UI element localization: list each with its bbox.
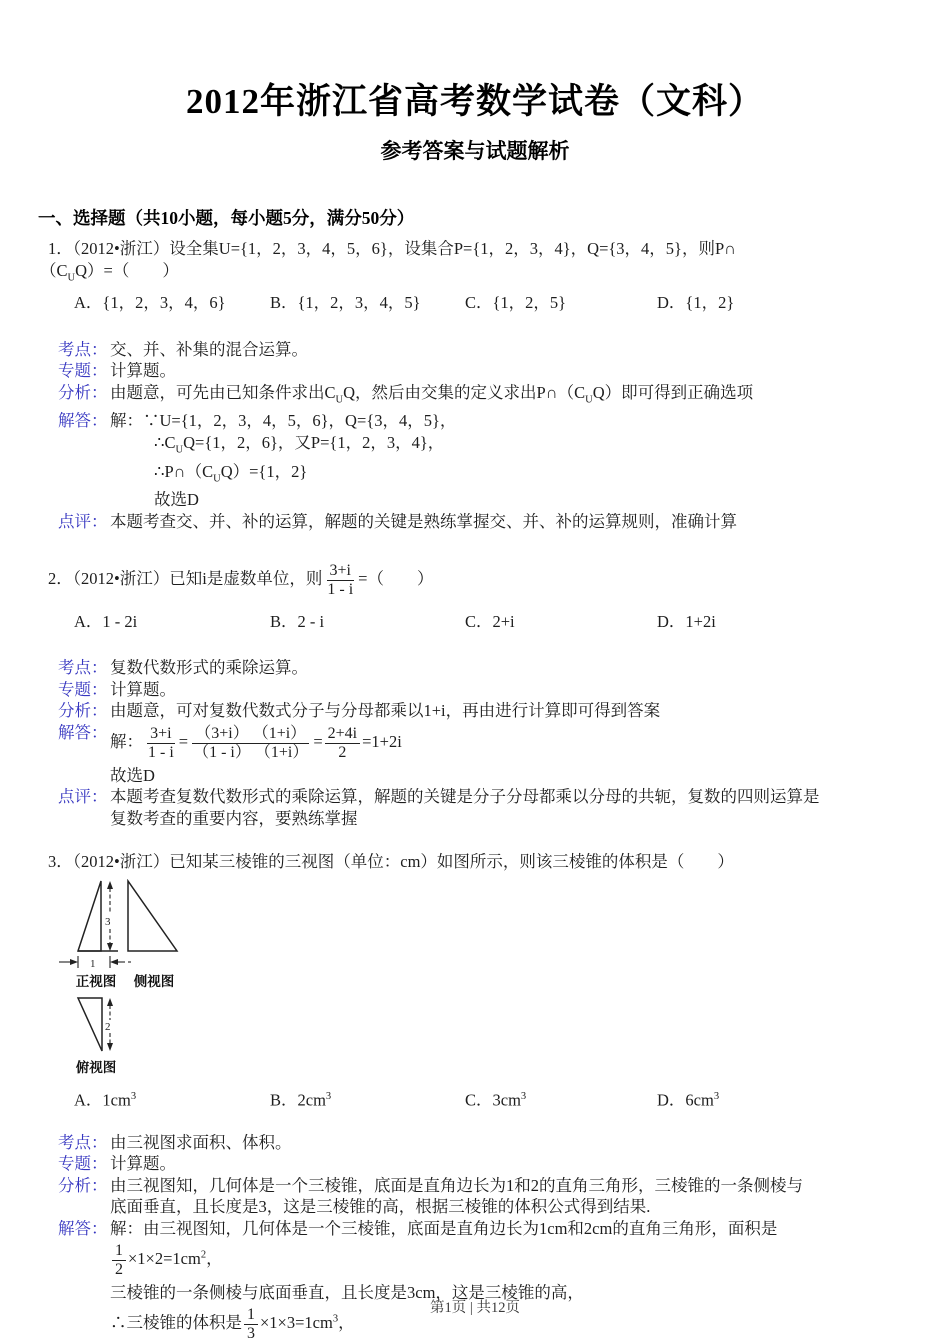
exam-point-text: 复数代数形式的乘除运算。 [110,658,308,678]
solution-equation-line: 解： $\frac{3+i}{1 - i}$ = $\frac{(3+i) (1+i)}{(1 - i) (1+i)}$ = $\frac{2+4i}{2}$ =1+2i [110,724,402,761]
topic-label: 专题： [58,361,108,381]
side-view-label: 侧视图 [133,974,175,990]
solution-label: 解答： [58,411,108,431]
q1-analysis-row [58,382,950,411]
solution-line: $\therefore C_UQ=\{1$，2，6}，又P={1，2，3，4}， [154,432,445,456]
question-1-option-b: B．{1，2，3，4，5} [270,292,421,312]
solution-equation-line: $\frac{1}{2}$ $\times 1\times 2=1cm^2$， [110,1239,855,1282]
question-3-option-b: B．$2cm^3$ [270,1090,332,1110]
height-dimension-label: 3 [105,916,111,929]
question-3-options [0,1086,950,1112]
question-1-explanation [58,339,950,533]
question-3 [0,851,950,1344]
q3-topic-row [58,1153,950,1175]
question-3-stem: 3．（2012•浙江）已知某三棱锥的三视图（单位：cm）如图所示，则该三棱锥的体积是（ ） [48,852,734,872]
question-2-option-a: A．1 - 2i [74,612,138,632]
comment-label: 点评： [58,787,108,807]
question-1-stem-line-2: $(C_UQ)=$（ ） [40,261,179,284]
solution-equation-line: ∴三棱锥的体积是 $\frac{1}{3}$ $\times 1\times 3=1cm^3$， [110,1306,355,1343]
depth-dimension-label: 2 [105,1021,111,1034]
question-2-option-c: C．2+i [465,612,515,632]
q1-comment-row [58,511,950,533]
three-view-diagram [55,879,205,1079]
analysis-label: 分析： [58,701,108,721]
q3-exam-point-row [58,1132,950,1154]
analysis-label: 分析： [58,1175,108,1195]
question-2-option-b: B．2 - i [270,612,325,632]
question-2-option-d: D．1+2i [657,612,716,632]
dimension-lines [59,888,133,1044]
q2-solution-row [58,722,950,786]
solution-label: 解答： [58,722,108,742]
q2-topic-row [58,679,950,701]
solution-line: 解：∵U={1，2，3，4，5，6}，Q={3，4，5}， [110,411,457,431]
analysis-label: 分析： [58,382,108,402]
q1-topic-row [58,360,950,382]
q1-solution-row [58,410,950,511]
three-view-diagram-wrap [55,879,950,1084]
comment-label: 点评： [58,511,108,531]
comment-text: 复数考查的重要内容，要熟练掌握 [110,808,358,828]
question-3-option-c: C．$3cm^3$ [465,1090,527,1110]
topic-label: 专题： [58,1154,108,1174]
comment-text: 本题考查交、并、补的运算，解题的关键是熟练掌握交、并、补的运算规则，准确计算 [110,511,737,531]
section-heading: 一、选择题（共10小题，每小题5分，满分50分） [38,208,415,229]
exam-point-label: 考点： [58,1132,108,1152]
exam-point-text: 交、并、补集的混合运算。 [110,339,308,359]
q2-comment-row [58,786,950,829]
question-1-stem-line-1: 1．（2012•浙江）设全集U={1，2，3，4，5，6}，设集合P={1，2，3，4}，Q={3，4，5}，则P∩ [48,239,737,259]
solution-label: 解答： [58,1218,108,1238]
question-2-explanation [58,657,950,829]
analysis-text: 由三视图知，几何体是一个三棱锥，底面是直角边长为1和2的直角三角形，三棱锥的一条侧棱与 [110,1175,803,1195]
question-1-options [0,292,950,314]
question-3-option-d: D．$6cm^3$ [657,1090,720,1110]
question-2 [0,558,950,829]
q1-exam-point-row [58,339,950,361]
topic-label: 专题： [58,679,108,699]
topic-text: 计算题。 [110,361,176,381]
question-3-option-a: A．$1cm^3$ [74,1090,137,1110]
question-2-stem: 2．（2012•浙江）已知i是虚数单位，则 $\frac{3+i}{1 - i}$ =（ ） [48,562,434,599]
analysis-text: 由题意，可对复数代数式分子与分母都乘以1+i，再由进行计算即可得到答案 [110,701,661,721]
solution-line: 故选D [154,490,199,510]
solution-line: $\therefore P\cap(C_UQ)=\{1$，2} [154,461,308,484]
q3-analysis-row [58,1175,950,1218]
question-2-options [0,611,950,633]
comment-text: 本题考查复数代数形式的乘除运算，解题的关键是分子分母都乘以分母的共轭，复数的四则运算是 [110,787,820,807]
front-view-label: 正视图 [75,974,117,990]
solution-line: 三棱锥的一条侧棱与底面垂直，且长度是3cm，这是三棱锥的高， [110,1282,584,1302]
exam-point-text: 由三视图求面积、体积。 [110,1132,292,1152]
exam-point-label: 考点： [58,339,108,359]
analysis-text: 由题意，可先由已知条件求出$C_UQ$，然后由交集的定义求出$P\cap(C_UQ)$即可得到正确选项 [110,382,754,405]
question-1-option-d: D．{1，2} [657,292,735,312]
width-dimension-label: 1 [90,958,96,971]
solution-line: 解：由三视图知，几何体是一个三棱锥，底面是直角边长为1cm和2cm的直角三角形，面积是 [110,1218,778,1238]
page-number-footer: 第1页 | 共12页 [430,1300,520,1316]
question-1-option-a: A．{1，2，3，4，6} [74,292,226,312]
question-1-option-c: C．{1，2，5} [465,292,567,312]
q2-analysis-row [58,700,950,722]
side-view-shape [128,881,177,951]
analysis-text: 底面垂直，且长度是3，这是三棱锥的高，根据三棱锥的体积公式得到结果. [110,1197,651,1217]
q2-exam-point-row [58,657,950,679]
q3-solution-row [58,1218,950,1344]
exam-point-label: 考点： [58,658,108,678]
page-title: 2012年浙江省高考数学试卷（文科） [185,82,764,121]
page-subtitle: 参考答案与试题解析 [380,139,570,164]
topic-text: 计算题。 [110,1154,176,1174]
front-view-shape [78,881,101,951]
topic-text: 计算题。 [110,679,176,699]
question-1 [0,238,950,532]
solution-line: 故选D [110,765,155,785]
top-view-shape [78,998,102,1051]
top-view-label: 俯视图 [75,1060,117,1076]
